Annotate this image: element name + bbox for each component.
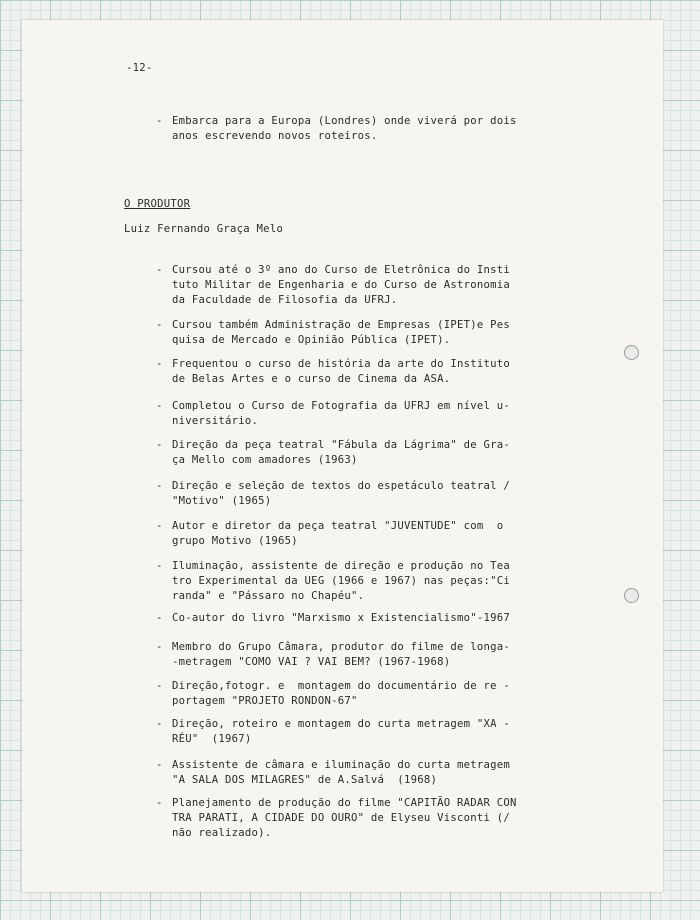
document-page bbox=[22, 20, 663, 892]
punch-hole bbox=[624, 588, 639, 603]
list-item-text: Assistente de câmara e iluminação do curta metragem "A SALA DOS MILAGRES" de A.Salvá (1968) bbox=[172, 759, 511, 786]
bullet-dash: - bbox=[156, 358, 163, 370]
bullet-dash: - bbox=[156, 641, 163, 653]
bullet-dash: - bbox=[156, 439, 163, 451]
bullet-dash: - bbox=[156, 560, 163, 572]
bullet-dash: - bbox=[156, 612, 163, 624]
punch-hole bbox=[624, 345, 639, 360]
list-item-text: Completou o Curso de Fotografia da UFRJ em nível u- niversitário. bbox=[172, 400, 511, 427]
section-heading: O PRODUTOR bbox=[124, 198, 191, 210]
bullet-dash: - bbox=[156, 319, 163, 331]
producer-name: Luiz Fernando Graça Melo bbox=[124, 223, 284, 235]
list-item-text: Iluminação, assistente de direção e produção no Tea tro Experimental da UEG (1966 e 1967) nas peças:"Ci randa" e "Pássaro no Chapéu". bbox=[172, 560, 511, 602]
list-item-text: Cursou também Administração de Empresas (IPET)e Pes quisa de Mercado e Opinião Pública (IPET). bbox=[172, 319, 511, 346]
intro-text: Embarca para a Europa (Londres) onde viverá por dois anos escrevendo novos roteiros. bbox=[172, 115, 517, 142]
list-item-text: Direção, roteiro e montagem do curta metragem "XA - RÉU" (1967) bbox=[172, 718, 511, 745]
bullet-dash: - bbox=[156, 718, 163, 730]
list-item-text: Autor e diretor da peça teatral "JUVENTUDE" com o grupo Motivo (1965) bbox=[172, 520, 504, 547]
list-item-text: Cursou até o 3º ano do Curso de Eletrônica do Insti tuto Militar de Engenharia e do Curso de Astronomia da Faculdade de Filosofia da UFRJ. bbox=[172, 264, 511, 306]
bullet-dash: - bbox=[156, 680, 163, 692]
list-item-text: Direção e seleção de textos do espetáculo teatral / "Motivo" (1965) bbox=[172, 480, 511, 507]
bullet-dash: - bbox=[156, 400, 163, 412]
page-number: -12- bbox=[126, 62, 153, 74]
list-item-text: Membro do Grupo Câmara, produtor do filme de longa- -metragem "COMO VAI ? VAI BEM? (1967-1968) bbox=[172, 641, 511, 668]
list-item-text: Direção da peça teatral "Fábula da Lágrima" de Gra- ça Mello com amadores (1963) bbox=[172, 439, 511, 466]
bullet-dash: - bbox=[156, 264, 163, 276]
bullet-dash: - bbox=[156, 759, 163, 771]
bullet-dash: - bbox=[156, 480, 163, 492]
list-item-text: Frequentou o curso de história da arte do Instituto de Belas Artes e o curso de Cinema da ASA. bbox=[172, 358, 511, 385]
bullet-dash: - bbox=[156, 520, 163, 532]
list-item-text: Co-autor do livro "Marxismo x Existencialismo"-1967 bbox=[172, 612, 511, 624]
bullet-dash: - bbox=[156, 115, 163, 127]
list-item-text: Direção,fotogr. e montagem do documentário de re - portagem "PROJETO RONDON-67" bbox=[172, 680, 511, 707]
list-item-text: Planejamento de produção do filme "CAPITÃO RADAR CON TRA PARATI, A CIDADE DO OURO" de Elyseu Visconti (/ não realizado). bbox=[172, 797, 517, 839]
bullet-dash: - bbox=[156, 797, 163, 809]
